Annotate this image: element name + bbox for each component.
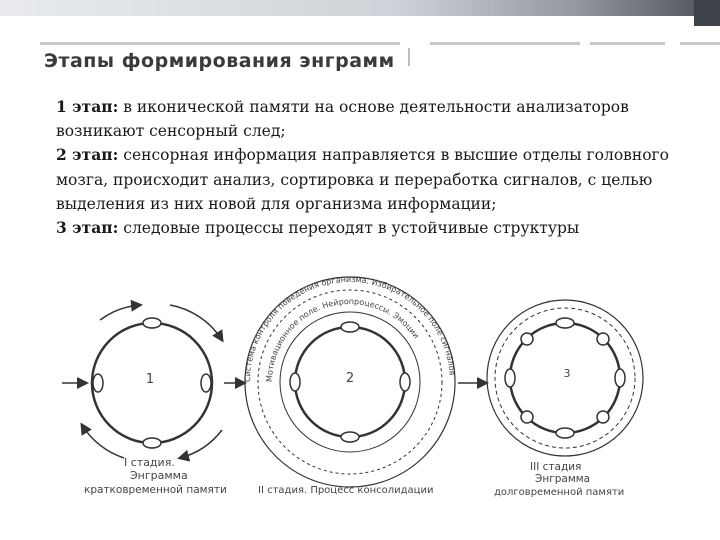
neuron-icon xyxy=(615,369,625,387)
stage-3-text: следовые процессы переходят в устойчивые структуры xyxy=(118,219,580,238)
neuron-icon xyxy=(556,428,574,438)
neuron-icon xyxy=(341,432,359,442)
stage-1-caption-line: I стадия. xyxy=(124,456,175,469)
neuron-icon xyxy=(556,318,574,328)
stage-1-text: в иконической памяти на основе деятельности анализаторов возникают сенсорный след; xyxy=(56,98,629,141)
neuron-icon xyxy=(341,322,359,332)
outer-ring-textpath: Система контроля поведения организма. Избирательное поле сигналов xyxy=(242,274,457,383)
neuron-icon xyxy=(505,369,515,387)
inner-ring-text xyxy=(265,297,421,382)
neuron-icon xyxy=(143,438,161,448)
neuron-icon xyxy=(201,374,211,392)
stage-3-label: 3 этап: xyxy=(56,218,119,238)
stage-3-caption-line: Энграмма xyxy=(535,473,591,485)
stage-2-number: 2 xyxy=(345,371,355,386)
neuron-icon xyxy=(521,333,533,345)
stage-3-caption-line: III стадия xyxy=(530,461,582,473)
stage-1-arc-arrow xyxy=(170,305,222,340)
stage-2-label: 2 этап: xyxy=(56,145,119,165)
neuron-icon xyxy=(597,411,609,423)
stage-3-caption-line: долговременной памяти xyxy=(494,487,625,498)
stage-2-text: сенсорная информация направляется в высшие отделы головного мозга, происходит анализ, сортировка и переработка сигналов, с целью выделения из них новой для организма информации; xyxy=(56,146,670,213)
neuron-icon xyxy=(93,374,103,392)
neuron-icon xyxy=(400,373,410,391)
stage-1-arc-arrow xyxy=(100,305,140,320)
stage-1-caption-line: кратковременной памяти xyxy=(84,484,227,496)
neuron-icon xyxy=(597,333,609,345)
stage-1-arc-arrow xyxy=(82,425,124,458)
neuron-icon xyxy=(521,411,533,423)
inner-ring-textpath: Мотивационное поле. Нейропроцессы. Эмоции xyxy=(264,296,421,383)
neuron-icon xyxy=(290,373,300,391)
stage-1-arc-arrow xyxy=(180,430,222,458)
stage-1-diagram xyxy=(62,305,222,458)
neuron-icon xyxy=(143,318,161,328)
stage-1-number: 1 xyxy=(145,372,155,387)
stage-3-number: 3 xyxy=(563,367,571,380)
stage-1-label: 1 этап: xyxy=(56,97,119,116)
slide-title: Этапы формирования энграмм xyxy=(44,50,395,72)
stage-2-caption: II стадия. Процесс консолидации xyxy=(258,485,434,496)
stage-1-caption-line: Энграмма xyxy=(130,469,188,482)
